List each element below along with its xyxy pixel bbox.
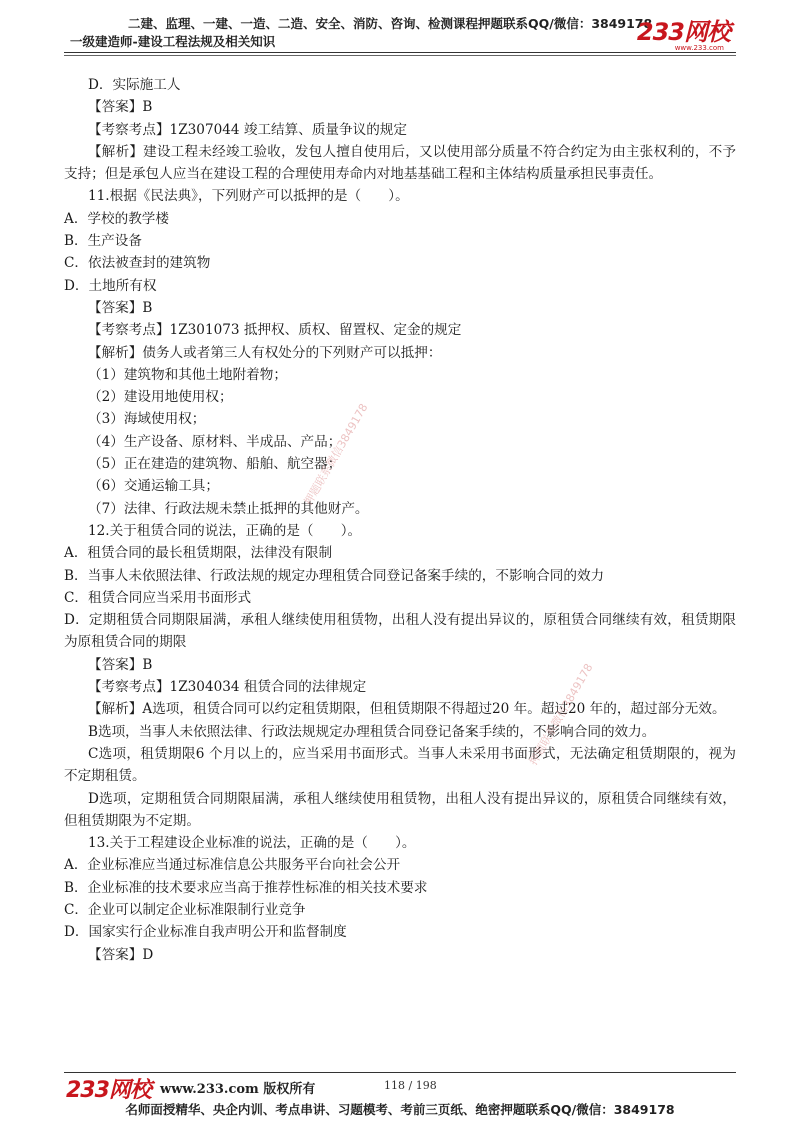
analysis-line: 【解析】债务人或者第三人有权处分的下列财产可以抵押： xyxy=(88,344,442,361)
watermark: 押题联系微信3849178 xyxy=(301,401,371,508)
option-line: A．学校的教学楼 xyxy=(64,210,169,227)
topic-line: 【考察考点】1Z304034 租赁合同的法律规定 xyxy=(88,679,367,696)
option-paragraph: D．定期租赁合同期限届满，承租人继续使用租赁物，出租人没有提出异议的，原租赁合同继续有效，租赁期限为原租赁合同的期限 xyxy=(64,612,736,651)
option-line: B．生产设备 xyxy=(64,233,142,250)
list-item: （7）法律、行政法规未禁止抵押的其他财产。 xyxy=(88,500,369,517)
list-item: （4）生产设备、原材料、半成品、产品； xyxy=(88,433,342,450)
answer-line: 【答案】D xyxy=(88,946,154,963)
answer-line: 【答案】B xyxy=(88,656,153,673)
footer-logo: 233网校 xyxy=(66,1078,151,1103)
list-item: （3）海域使用权； xyxy=(88,411,206,428)
header-top-line: 二建、监理、一建、一造、二造、安全、消防、咨询、检测课程押题联系QQ/微信：3849178 xyxy=(128,16,653,31)
analysis-paragraph: 【解析】A选项，租赁合同可以约定租赁期限，但租赁期限不得超过20 年。超过20 年的，超过部分无效。 xyxy=(88,701,726,718)
page-content xyxy=(64,74,736,966)
analysis-paragraph: B选项，当事人未依照法律、行政法规规定办理租赁合同登记备案手续的，不影响合同的效力。 xyxy=(88,723,656,740)
header-rule-thin xyxy=(64,55,736,56)
question-11: 11.根据《民法典》，下列财产可以抵押的是（ ）。 xyxy=(88,188,409,205)
footer-bottom-line: 名师面授精华、央企内训、考点串讲、习题模考、考前三页纸、绝密押题联系QQ/微信：3849178 xyxy=(125,1102,675,1117)
header-rule xyxy=(64,52,736,53)
page-number: 118 / 198 xyxy=(384,1079,437,1092)
analysis-paragraph: C选项，租赁期限6 个月以上的，应当采用书面形式。当事人未采用书面形式，无法确定租赁期限的，视为不定期租赁。 xyxy=(64,745,736,785)
topic-line: 【考察考点】1Z301073 抵押权、质权、留置权、定金的规定 xyxy=(88,322,462,339)
question-12: 12.关于租赁合同的说法，正确的是（ ）。 xyxy=(88,522,362,539)
answer-line: 【答案】B xyxy=(88,299,153,316)
option-line: C．依法被查封的建筑物 xyxy=(64,255,211,272)
analysis-paragraph: 【解析】建设工程未经竣工验收，发包人擅自使用后，又以使用部分质量不符合约定为由主张权利的，不予支持；但是承包人应当在建设工程的合理使用寿命内对地基基础工程和主体结构质量承担民事责任。 xyxy=(64,143,736,183)
header-logo: 233网校 xyxy=(636,18,730,46)
option-line: B．企业标准的技术要求应当高于推荐性标准的相关技术要求 xyxy=(64,879,428,896)
topic-line: 【考察考点】1Z307044 竣工结算、质量争议的规定 xyxy=(88,121,407,138)
option-line: C．租赁合同应当采用书面形式 xyxy=(64,589,252,606)
watermark: 押题联系微信3849178 xyxy=(526,661,596,768)
list-item: （2）建设用地使用权； xyxy=(88,389,233,406)
question-13: 13.关于工程建设企业标准的说法，正确的是（ ）。 xyxy=(88,835,416,852)
option-line: C．企业可以制定企业标准限制行业竞争 xyxy=(64,901,306,918)
option-line: D．土地所有权 xyxy=(64,277,157,294)
option-line: A．租赁合同的最长租赁期限，法律没有限制 xyxy=(64,545,333,562)
option-line: B．当事人未依照法律、行政法规的规定办理租赁合同登记备案手续的，不影响合同的效力 xyxy=(64,567,605,584)
footer-rule xyxy=(64,1072,736,1073)
list-item: （5）正在建造的建筑物、船舶、航空器； xyxy=(88,456,342,473)
list-item: （6）交通运输工具； xyxy=(88,478,219,495)
list-item: （1）建筑物和其他土地附着物； xyxy=(88,366,287,383)
analysis-paragraph: D选项，定期租赁合同期限届满，承租人继续使用租赁物，出租人没有提出异议的，原租赁合同继续有效，但租赁期限为不定期。 xyxy=(64,790,736,829)
option-line: D．实际施工人 xyxy=(88,77,181,93)
answer-line: 【答案】B xyxy=(88,99,153,116)
option-line: D．国家实行企业标准自我声明公开和监督制度 xyxy=(64,924,347,941)
header-subtitle: 一级建造师-建设工程法规及相关知识 xyxy=(70,34,276,49)
header-logo-url: www.233.com xyxy=(674,44,724,52)
option-line: A．企业标准应当通过标准信息公共服务平台向社会公开 xyxy=(64,857,401,874)
footer-site: www.233.com 版权所有 xyxy=(160,1082,316,1097)
